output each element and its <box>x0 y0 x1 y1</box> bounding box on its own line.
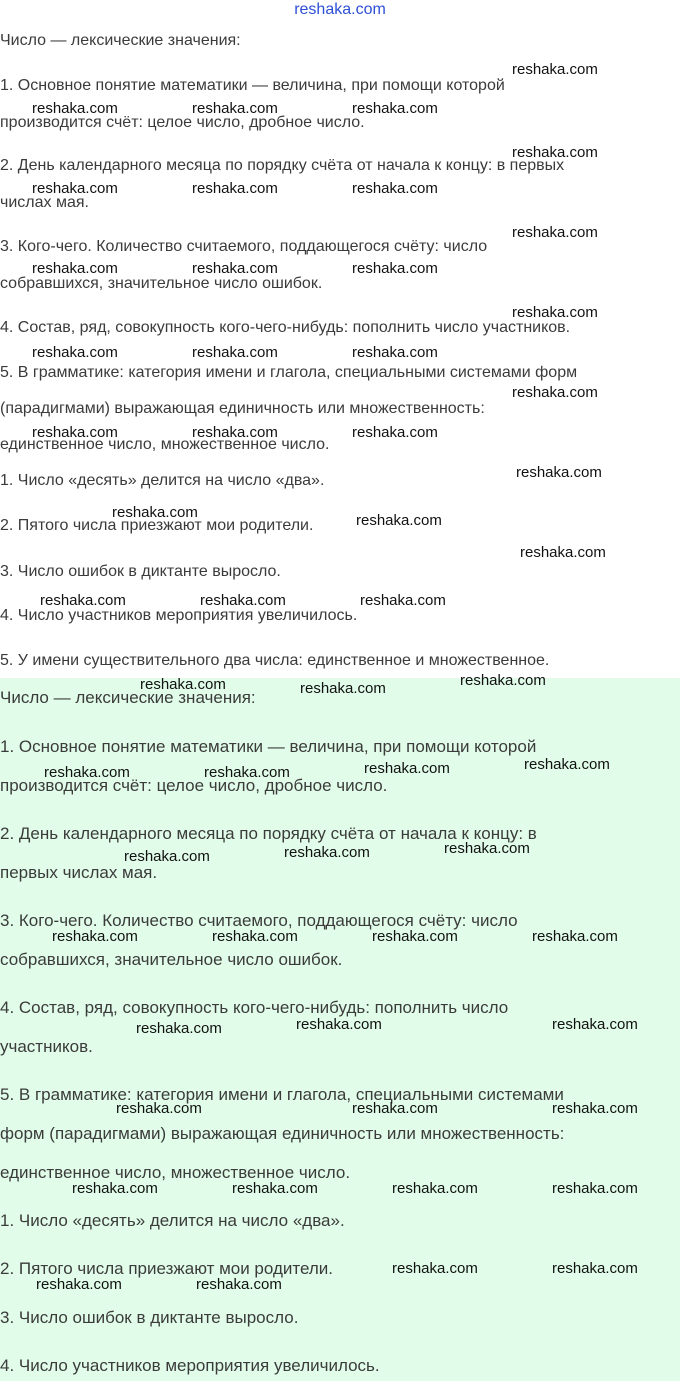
meaning-1-line-2: производится счёт: целое число, дробное число. <box>0 776 388 795</box>
watermark: reshaka.com <box>524 756 610 773</box>
watermark: reshaka.com <box>392 1180 478 1197</box>
watermark: reshaka.com <box>512 144 598 161</box>
watermark: reshaka.com <box>460 672 546 689</box>
watermark: reshaka.com <box>32 180 118 197</box>
watermark: reshaka.com <box>204 764 290 781</box>
example-2: 2. Пятого числа приезжают мои родители. <box>0 517 314 534</box>
watermark: reshaka.com <box>296 1016 382 1033</box>
heading: Число — лексические значения: <box>0 32 241 49</box>
meaning-3-line-2: собравшихся, значительное число ошибок. <box>0 275 323 292</box>
watermark: reshaka.com <box>552 1100 638 1117</box>
watermark: reshaka.com <box>352 180 438 197</box>
watermark: reshaka.com <box>44 764 130 781</box>
watermark: reshaka.com <box>212 928 298 945</box>
watermark: reshaka.com <box>32 260 118 277</box>
meaning-3-line-2: собравшихся, значительное число ошибок. <box>0 950 343 969</box>
meaning-4-line-2: участников. <box>0 1037 93 1056</box>
watermark: reshaka.com <box>512 304 598 321</box>
watermark: reshaka.com <box>552 1016 638 1033</box>
first-answer-block <box>0 26 680 678</box>
meaning-4-line-1: 4. Состав, ряд, совокупность кого-чего-нибудь: пополнить число <box>0 998 509 1017</box>
example-1: 1. Число «десять» делится на число «два». <box>0 472 325 489</box>
watermark: reshaka.com <box>392 1260 478 1277</box>
watermark: reshaka.com <box>532 928 618 945</box>
example-4: 4. Число участников мероприятия увеличилось. <box>0 1356 380 1375</box>
meaning-5-line-2: (парадигмами) выражающая единичность или множественность: <box>0 400 485 417</box>
watermark: reshaka.com <box>36 1276 122 1293</box>
watermark: reshaka.com <box>352 344 438 361</box>
watermark: reshaka.com <box>232 1180 318 1197</box>
watermark: reshaka.com <box>284 844 370 861</box>
meaning-2-line-1: 2. День календарного месяца по порядку счёта от начала к концу: в первых <box>0 157 565 174</box>
watermark: reshaka.com <box>300 680 386 697</box>
watermark: reshaka.com <box>512 61 598 78</box>
example-1: 1. Число «десять» делится на число «два». <box>0 1211 345 1230</box>
watermark: reshaka.com <box>520 544 606 561</box>
watermark: reshaka.com <box>360 592 446 609</box>
example-4: 4. Число участников мероприятия увеличилось. <box>0 607 358 624</box>
watermark: reshaka.com <box>196 1276 282 1293</box>
watermark: reshaka.com <box>52 928 138 945</box>
meaning-1-line-1: 1. Основное понятие математики — величина, при помощи которой <box>0 737 537 756</box>
meaning-2-line-1: 2. День календарного месяца по порядку счёта от начала к концу: в <box>0 824 537 843</box>
meaning-3-line-1: 3. Кого-чего. Количество считаемого, поддающегося счёту: число <box>0 911 518 930</box>
watermark: reshaka.com <box>352 100 438 117</box>
meaning-2-line-2: числах мая. <box>0 194 89 211</box>
watermark: reshaka.com <box>192 100 278 117</box>
example-3: 3. Число ошибок в диктанте выросло. <box>0 1308 299 1327</box>
heading: Число — лексические значения: <box>0 688 256 707</box>
watermark: reshaka.com <box>364 760 450 777</box>
meaning-4: 4. Состав, ряд, совокупность кого-чего-нибудь: пополнить число участников. <box>0 319 571 336</box>
watermark: reshaka.com <box>192 180 278 197</box>
meaning-3-line-1: 3. Кого-чего. Количество считаемого, поддающегося счёту: число <box>0 238 488 255</box>
watermark: reshaka.com <box>140 676 226 693</box>
watermark: reshaka.com <box>116 1100 202 1117</box>
watermark: reshaka.com <box>352 424 438 441</box>
example-3: 3. Число ошибок в диктанте выросло. <box>0 563 281 580</box>
watermark: reshaka.com <box>512 224 598 241</box>
watermark: reshaka.com <box>32 424 118 441</box>
watermark: reshaka.com <box>444 840 530 857</box>
watermark: reshaka.com <box>136 1020 222 1037</box>
watermark: reshaka.com <box>112 504 198 521</box>
meaning-2-line-2: первых числах мая. <box>0 863 158 882</box>
watermark: reshaka.com <box>552 1260 638 1277</box>
meaning-5-line-1: 5. В грамматике: категория имени и глагола, специальными системами <box>0 1085 564 1104</box>
watermark: reshaka.com <box>516 464 602 481</box>
meaning-5-line-2: форм (парадигмами) выражающая единичность или множественность: <box>0 1124 565 1143</box>
site-header-link[interactable]: reshaka.com <box>294 1 386 18</box>
watermark: reshaka.com <box>124 848 210 865</box>
meaning-1-line-1: 1. Основное понятие математики — величина, при помощи которой <box>0 77 505 94</box>
watermark: reshaka.com <box>352 260 438 277</box>
watermark: reshaka.com <box>512 384 598 401</box>
watermark: reshaka.com <box>32 344 118 361</box>
watermark: reshaka.com <box>192 424 278 441</box>
watermark: reshaka.com <box>552 1180 638 1197</box>
watermark: reshaka.com <box>352 1100 438 1117</box>
watermark: reshaka.com <box>32 100 118 117</box>
watermark: reshaka.com <box>192 344 278 361</box>
watermark: reshaka.com <box>192 260 278 277</box>
meaning-5-line-3: единственное число, множественное число. <box>0 1163 351 1182</box>
example-2: 2. Пятого числа приезжают мои родители. <box>0 1259 334 1278</box>
second-answer-block <box>0 672 680 1381</box>
watermark: reshaka.com <box>200 592 286 609</box>
meaning-1-line-2: производится счёт: целое число, дробное число. <box>0 114 365 131</box>
example-5: 5. У имени существительного два числа: единственное и множественное. <box>0 652 550 669</box>
watermark: reshaka.com <box>40 592 126 609</box>
watermark: reshaka.com <box>72 1180 158 1197</box>
meaning-5-line-1: 5. В грамматике: категория имени и глагола, специальными системами форм <box>0 364 578 381</box>
watermark: reshaka.com <box>356 512 442 529</box>
watermark: reshaka.com <box>372 928 458 945</box>
meaning-5-line-3: единственное число, множественное число. <box>0 436 330 453</box>
site-header <box>0 0 680 26</box>
